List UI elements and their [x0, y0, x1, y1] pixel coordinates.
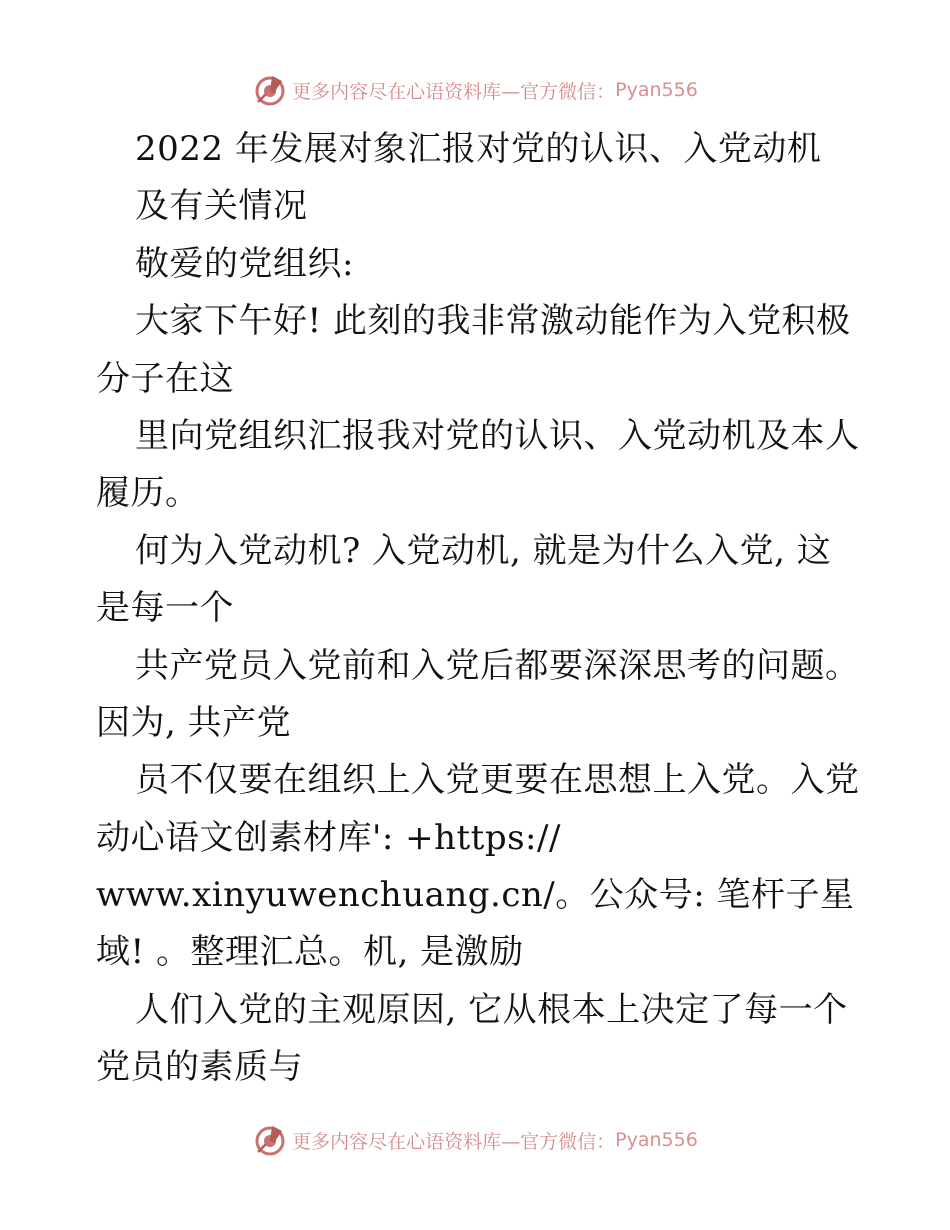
- text-line: 人们入党的主观原因, 它从根本上决定了每一个: [135, 989, 848, 1030]
- text-line: 员不仅要在组织上入党更要在思想上入党。入党: [135, 760, 860, 801]
- document-body: [96, 121, 866, 1097]
- text-line: 是每一个: [96, 588, 234, 629]
- title-line-2: 及有关情况: [135, 186, 308, 227]
- text-line: 因为, 共产党: [96, 702, 292, 743]
- text-line: 里向党组织汇报我对党的认识、入党动机及本人: [135, 415, 860, 456]
- header-watermark: [0, 70, 950, 110]
- salutation: 敬爱的党组织:: [135, 243, 354, 284]
- text-line: 大家下午好! 此刻的我非常激动能作为入党积极: [135, 301, 851, 342]
- footer-watermark: [0, 1120, 950, 1160]
- watermark-wechat-id: Pyan556: [615, 1129, 698, 1151]
- text-line: 党员的素质与: [96, 1047, 303, 1088]
- text-line-url: www.xinyuwenchuang.cn/。公众号: 笔杆子星: [96, 875, 855, 916]
- quill-pen-logo-icon: [252, 72, 288, 108]
- text-line: 何为入党动机? 入党动机, 就是为什么入党, 这: [135, 530, 832, 571]
- text-line: 域! 。整理汇总。机, 是激励: [96, 932, 524, 973]
- title-line-1: 2022 年发展对象汇报对党的认识、入党动机: [135, 129, 822, 169]
- watermark-text: 更多内容尽在心语资料库—官方微信：: [292, 1130, 616, 1153]
- text-line: 分子在这: [96, 358, 234, 399]
- watermark-text: 更多内容尽在心语资料库—官方微信：: [292, 80, 616, 103]
- text-line: 共产党员入党前和入党后都要深深思考的问题。: [135, 645, 860, 686]
- text-line: 动心语文创素材库': +https://: [96, 817, 561, 858]
- watermark-wechat-id: Pyan556: [615, 79, 698, 101]
- quill-pen-logo-icon: [252, 1122, 288, 1158]
- text-line: 履历。: [96, 473, 200, 514]
